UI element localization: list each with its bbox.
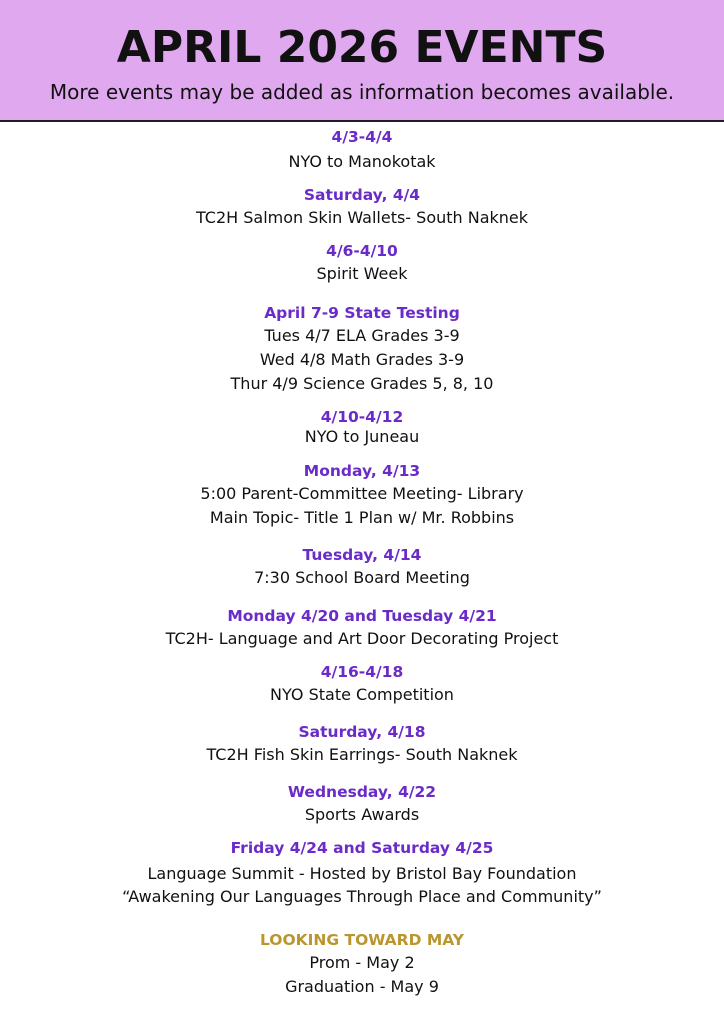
may-item: Prom - May 2 bbox=[309, 953, 415, 972]
event-detail: 5:00 Parent-Committee Meeting- Library bbox=[200, 484, 524, 503]
event-detail: Thur 4/9 Science Grades 5, 8, 10 bbox=[230, 374, 494, 393]
event-detail: NYO to Juneau bbox=[304, 427, 420, 446]
event-detail: Main Topic- Title 1 Plan w/ Mr. Robbins bbox=[209, 508, 515, 527]
event-date: 4/6-4/10 bbox=[326, 242, 398, 260]
event-detail: Tues 4/7 ELA Grades 3-9 bbox=[264, 326, 460, 345]
event-date: Wednesday, 4/22 bbox=[287, 783, 437, 801]
event-detail: TC2H- Language and Art Door Decorating Project bbox=[165, 629, 559, 648]
event-date: 4/10-4/12 bbox=[320, 408, 404, 426]
event-detail: Spirit Week bbox=[316, 264, 408, 283]
event-date: Monday, 4/13 bbox=[303, 462, 421, 480]
event-date: Saturday, 4/18 bbox=[298, 723, 426, 741]
event-date: Saturday, 4/4 bbox=[303, 186, 421, 204]
event-date: April 7-9 State Testing bbox=[264, 304, 460, 322]
page-subtitle: More events may be added as information becomes available. bbox=[49, 80, 675, 104]
event-detail: Wed 4/8 Math Grades 3-9 bbox=[259, 350, 465, 369]
event-detail: 7:30 School Board Meeting bbox=[254, 568, 470, 587]
event-detail: TC2H Fish Skin Earrings- South Naknek bbox=[206, 745, 518, 764]
event-date: Monday 4/20 and Tuesday 4/21 bbox=[227, 607, 497, 625]
event-detail: TC2H Salmon Skin Wallets- South Naknek bbox=[195, 208, 529, 227]
event-detail: Language Summit - Hosted by Bristol Bay Foundation bbox=[147, 864, 577, 883]
event-detail: NYO to Manokotak bbox=[288, 152, 436, 171]
may-heading: LOOKING TOWARD MAY bbox=[259, 931, 465, 949]
page-title: APRIL 2026 EVENTS bbox=[116, 22, 608, 73]
event-detail: NYO State Competition bbox=[270, 685, 454, 704]
header-banner bbox=[0, 0, 724, 122]
may-item: Graduation - May 9 bbox=[285, 977, 439, 996]
event-detail: Sports Awards bbox=[304, 805, 420, 824]
event-date: Friday 4/24 and Saturday 4/25 bbox=[230, 839, 494, 857]
event-detail: “Awakening Our Languages Through Place and Community” bbox=[122, 887, 602, 906]
event-date: Tuesday, 4/14 bbox=[302, 546, 422, 564]
event-date: 4/3-4/4 bbox=[331, 128, 393, 146]
event-date: 4/16-4/18 bbox=[320, 663, 404, 681]
